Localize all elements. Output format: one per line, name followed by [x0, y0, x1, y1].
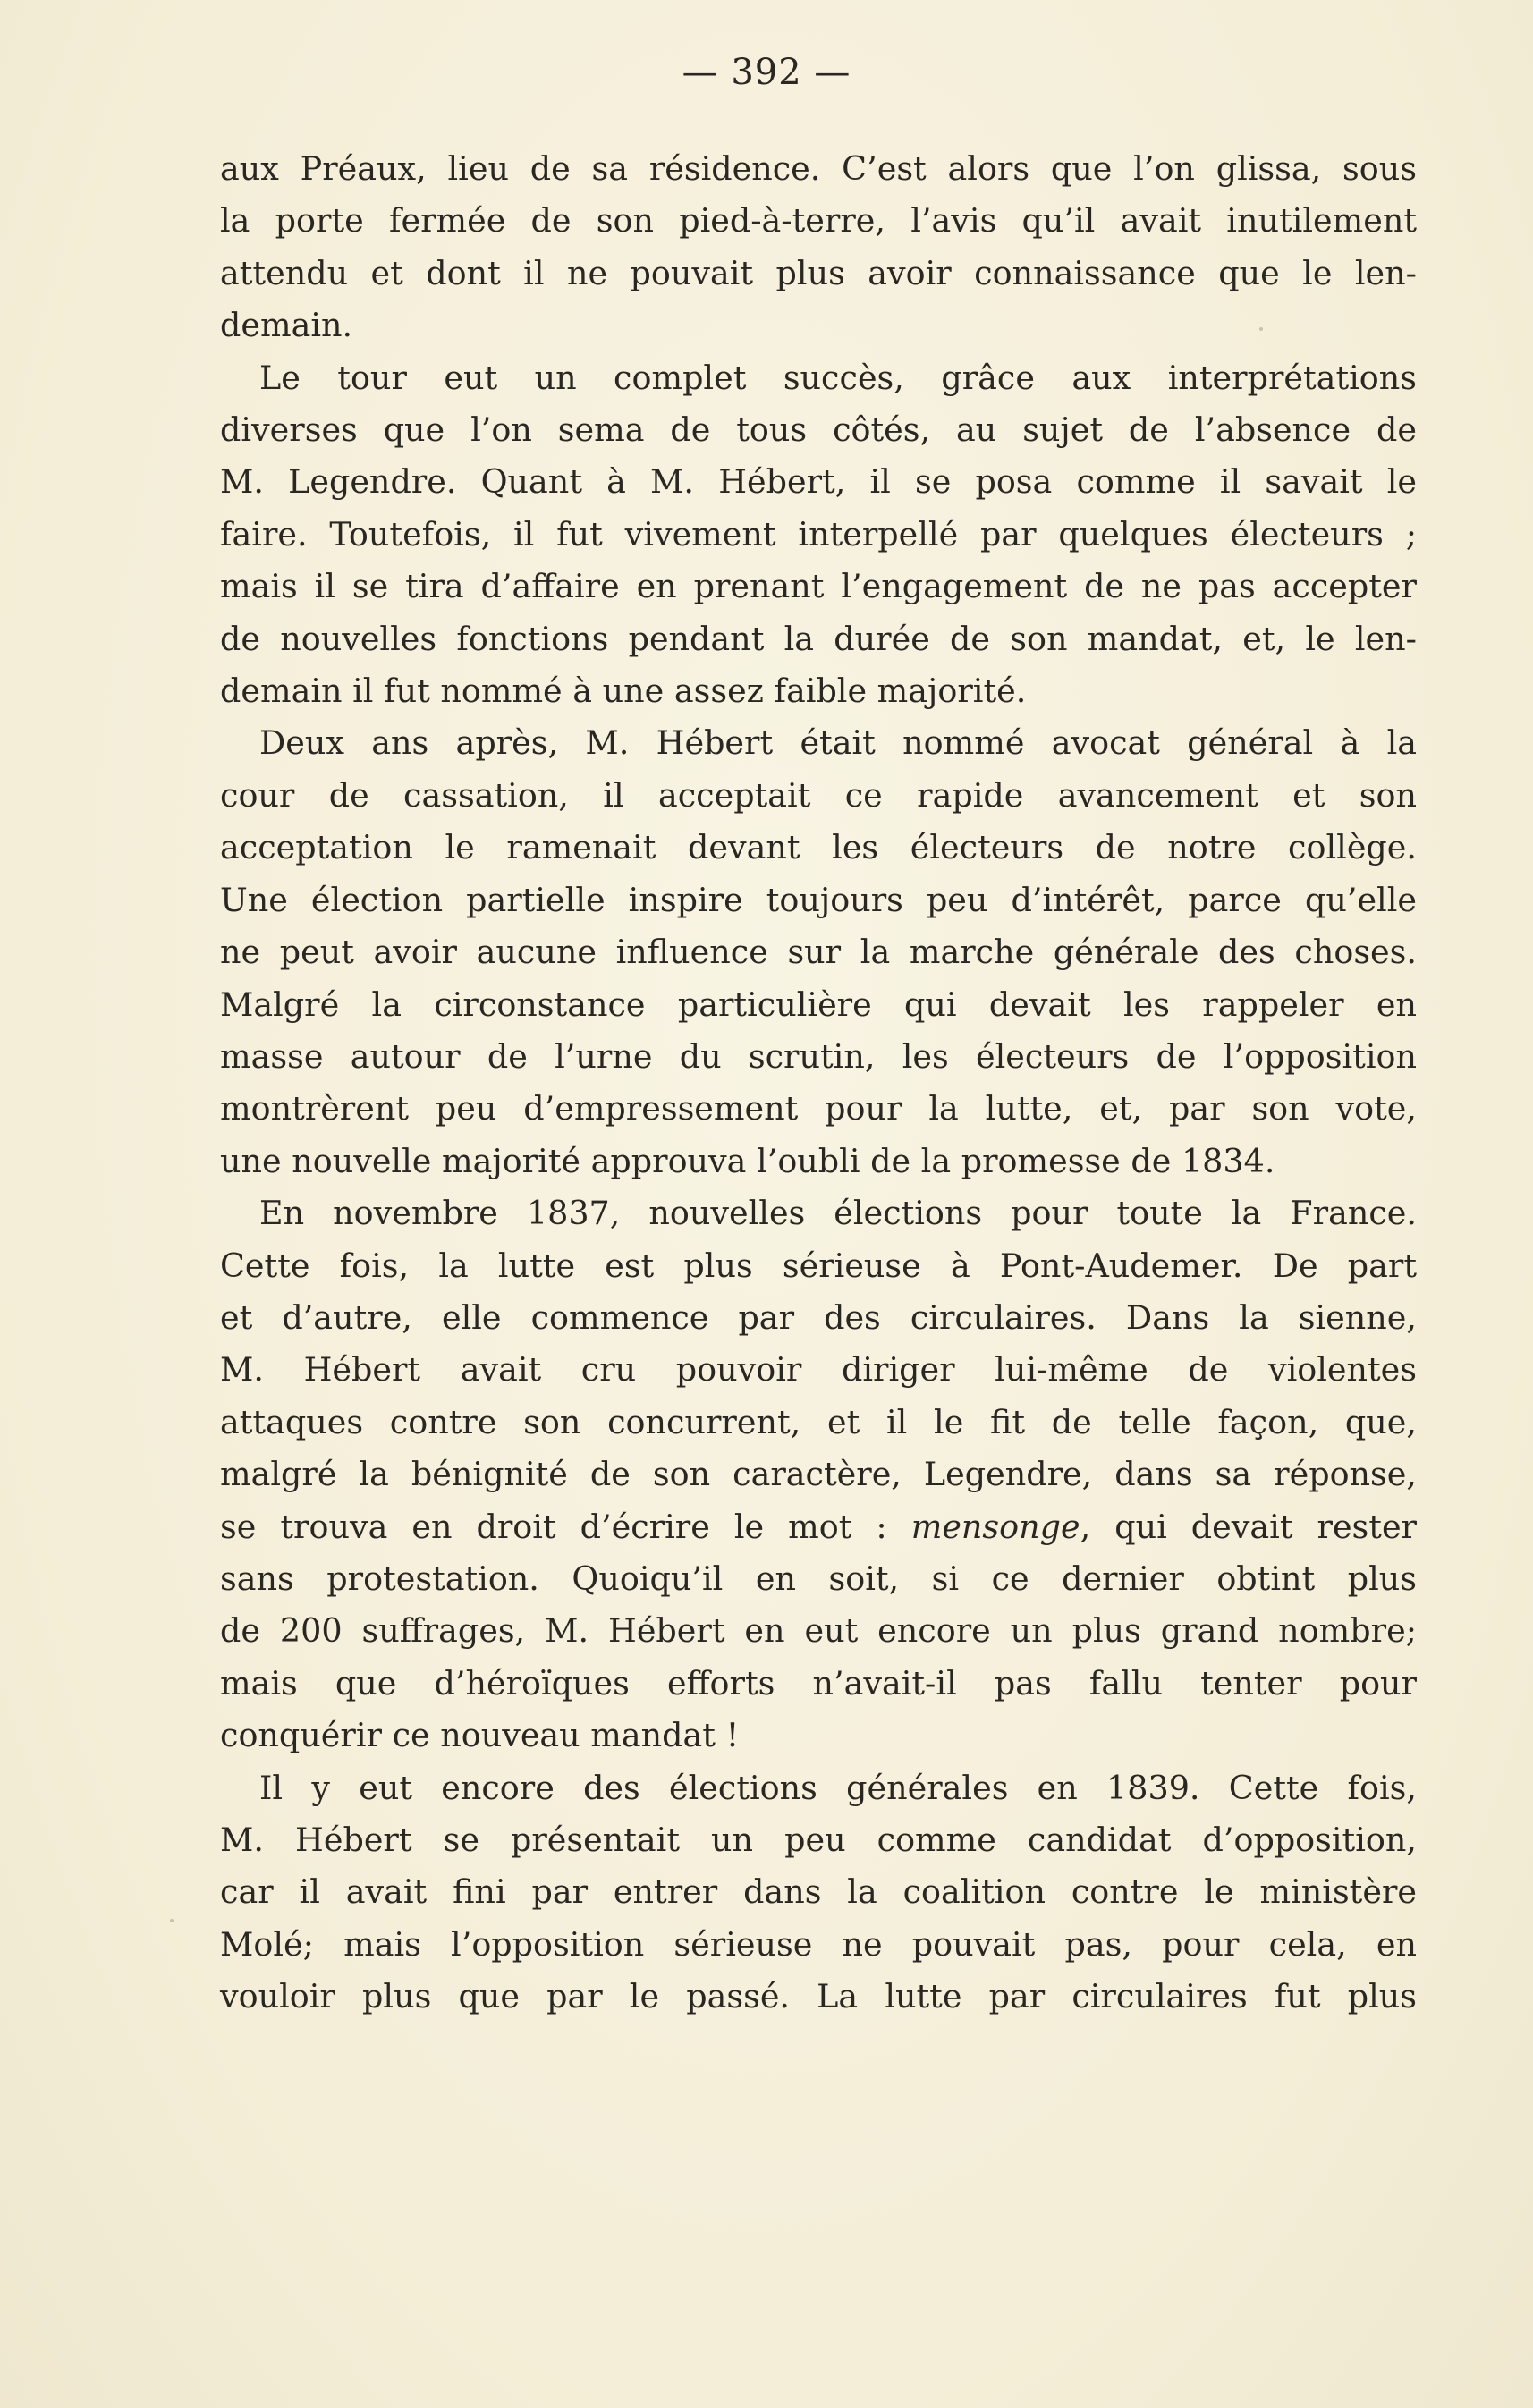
page-number: — 392 — — [682, 52, 851, 93]
text-line: mais il se tira d’affaire en prenant l’engagement de ne pas accepter — [220, 567, 1417, 606]
text-line: malgré la bénignité de son caractère, Legendre, dans sa réponse, — [220, 1455, 1417, 1494]
text-line: Malgré la circonstance particulière qui devait les rappeler en — [220, 984, 1417, 1024]
text-line: masse autour de l’urne du scrutin, les électeurs de l’opposition — [220, 1036, 1417, 1076]
text-line: vouloir plus que par le passé. La lutte par circulaires fut plus — [220, 1977, 1417, 2016]
body-text — [220, 143, 1417, 2024]
text-fragment: se trouva en droit d’écrire le mot : — [220, 1507, 911, 1546]
text-line: Cette fois, la lutte est plus sérieuse à Pont-Audemer. De part — [220, 1246, 1417, 1285]
paper-speck — [1259, 327, 1263, 331]
text-line: Deux ans après, M. Hébert était nommé avocat général à la — [259, 723, 1417, 763]
text-line: attendu et dont il ne pouvait plus avoir connaissance que le len- — [220, 253, 1417, 292]
text-line: diverses que l’on sema de tous côtés, au sujet de l’absence de — [220, 410, 1417, 450]
text-line: aux Préaux, lieu de sa résidence. C’est alors que l’on glissa, sous — [220, 149, 1417, 188]
text-line — [220, 1501, 1417, 1553]
text-line: En novembre 1837, nouvelles élections pour toute la France. — [259, 1194, 1417, 1233]
text-line: demain il fut nommé à une assez faible majorité. — [220, 672, 1027, 711]
text-line: Il y eut encore des élections générales en 1839. Cette fois, — [259, 1768, 1417, 1807]
text-line: et d’autre, elle commence par des circulaires. Dans la sienne, — [220, 1297, 1417, 1337]
paper-speck — [170, 1919, 174, 1922]
text-line: Une élection partielle inspire toujours peu d’intérêt, parce qu’elle — [220, 880, 1417, 919]
text-line: sans protestation. Quoiqu’il en soit, si ce dernier obtint plus — [220, 1559, 1417, 1598]
text-fragment: , qui devait rester — [1080, 1507, 1417, 1546]
text-line: mais que d’héroïques efforts n’avait-il pas fallu tenter pour — [220, 1663, 1417, 1702]
text-line: M. Hébert se présentait un peu comme candidat d’opposition, — [220, 1821, 1417, 1859]
text-line: cour de cassation, il acceptait ce rapide avancement et son — [220, 775, 1417, 815]
text-line: une nouvelle majorité approuva l’oubli de la promesse de 1834. — [220, 1141, 1275, 1180]
text-line: montrèrent peu d’empressement pour la lutte, et, par son vote, — [220, 1089, 1417, 1128]
text-line: car il avait fini par entrer dans la coalition contre le ministère — [220, 1872, 1417, 1912]
text-line: conquérir ce nouveau mandat ! — [220, 1716, 740, 1755]
text-line: de nouvelles fonctions pendant la durée de son mandat, et, le len- — [220, 619, 1417, 658]
text-line: demain. — [220, 306, 353, 345]
text-line: Molé; mais l’opposition sérieuse ne pouvait pas, pour cela, en — [220, 1924, 1417, 1964]
text-line: faire. Toutefois, il fut vivement interpellé par quelques électeurs ; — [220, 514, 1417, 553]
text-line: ne peut avoir aucune influence sur la marche générale des choses. — [220, 933, 1417, 972]
text-line: attaques contre son concurrent, et il le fit de telle façon, que, — [220, 1402, 1417, 1441]
text-line: de 200 suffrages, M. Hébert en eut encore un plus grand nombre; — [220, 1611, 1417, 1651]
text-line: Le tour eut un complet succès, grâce aux interprétations — [259, 358, 1417, 397]
text-line: M. Hébert avait cru pouvoir diriger lui-même de violentes — [220, 1350, 1417, 1390]
text-line: acceptation le ramenait devant les électeurs de notre collège. — [220, 828, 1417, 867]
text-line: la porte fermée de son pied-à-terre, l’avis qu’il avait inutilement — [220, 201, 1417, 241]
emphasized-word: mensonge — [910, 1507, 1080, 1546]
text-line: M. Legendre. Quant à M. Hébert, il se posa comme il savait le — [220, 462, 1417, 502]
